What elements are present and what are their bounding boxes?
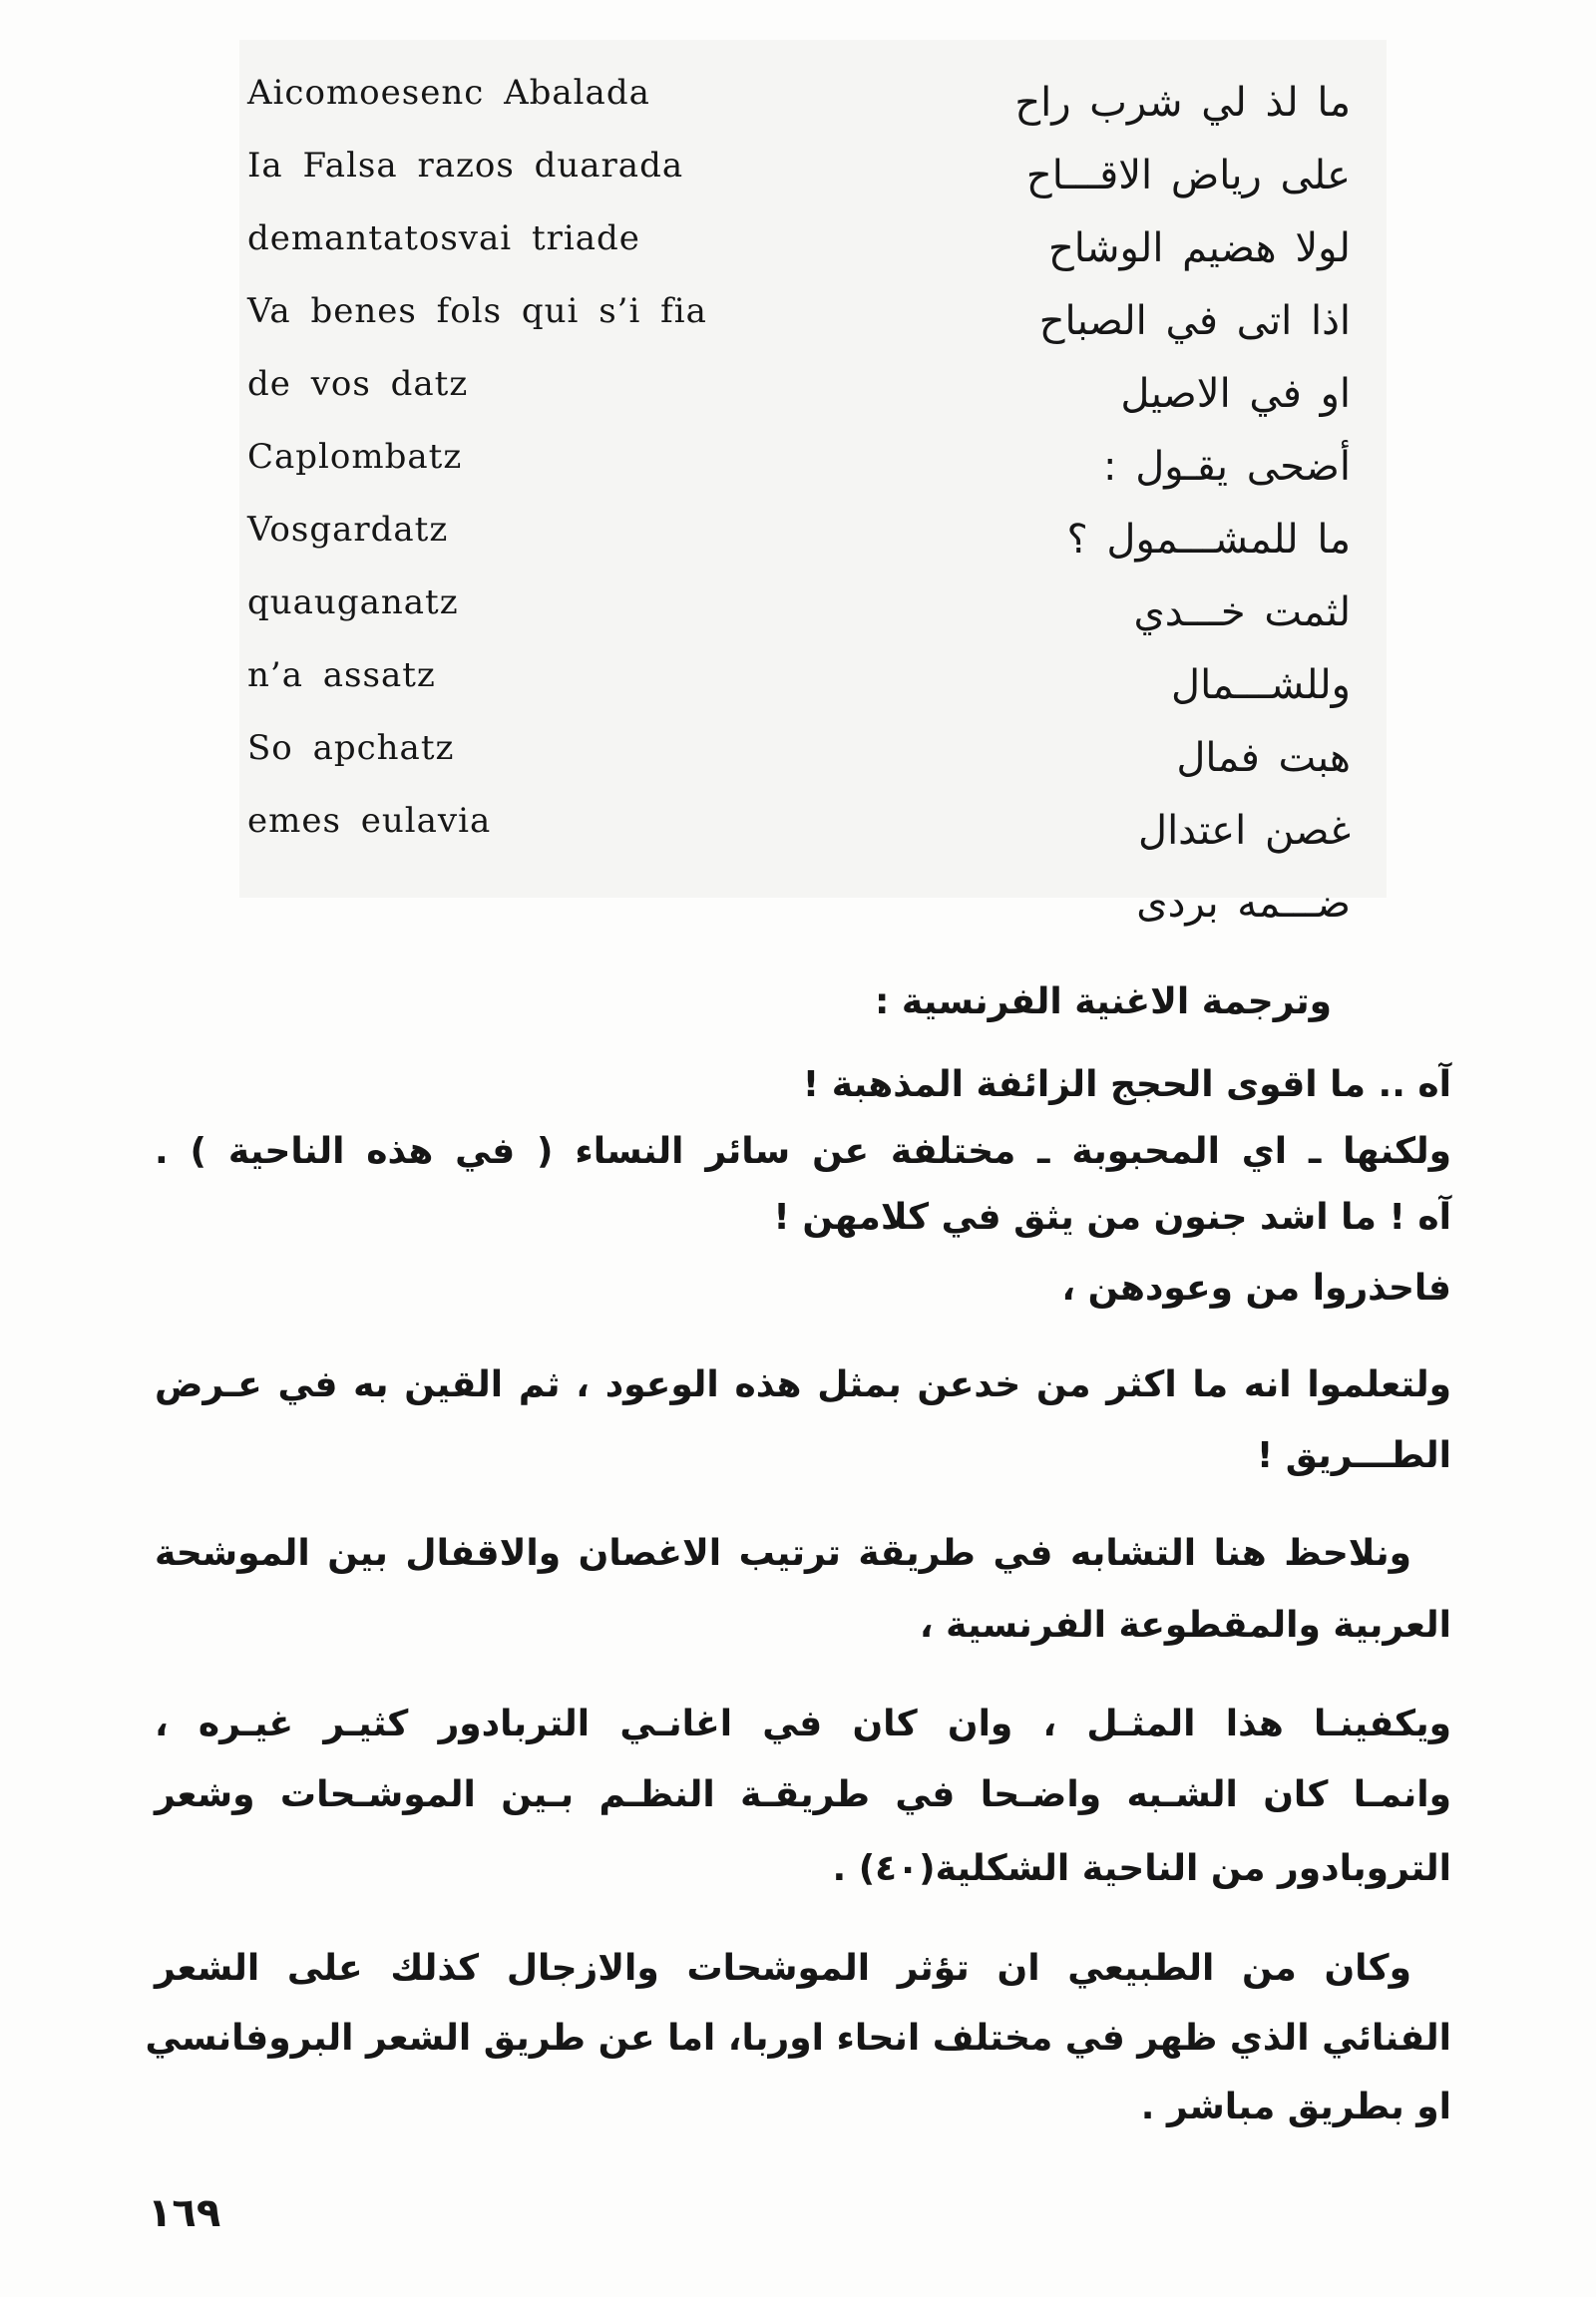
page-number: ١٦٩ — [148, 2190, 221, 2236]
arabic-poem-line: اذا اتى في الصباح — [1038, 298, 1351, 344]
occitan-line: Vosgardatz — [247, 510, 449, 550]
paragraph-line: التروبادور من الناحية الشكلية(٤٠) . — [832, 1848, 1451, 1889]
occitan-line: Aicomoesenc Abalada — [247, 73, 650, 113]
arabic-poem-line: أضحى يقـول : — [1103, 444, 1351, 490]
translation-line: ولتعلموا انه ما اكثر من خدعن بمثل هذه الوعود ، ثم القين به في عـرض — [155, 1364, 1451, 1405]
occitan-line: quauganatz — [247, 582, 459, 622]
arabic-poem-line: وللشـــمال — [1171, 662, 1351, 708]
paragraph-line: العربية والمقطوعة الفرنسية ، — [919, 1605, 1451, 1646]
translation-line: الطـــريق ! — [1256, 1435, 1451, 1476]
occitan-line: Va benes fols qui s’i fia — [247, 291, 707, 331]
paragraph-line: ويكفينـا هذا المثـل ، وان كان في اغانـي التربادور كثيـر غيـره ، — [155, 1704, 1451, 1744]
arabic-poem-line: ما للمشـــمول ؟ — [1066, 517, 1351, 563]
paragraph-line: الفنائي الذي ظهر في مختلف انحاء اوربا، اما عن طريق الشعر البروفانسي — [145, 2018, 1451, 2059]
occitan-line: emes eulavia — [247, 801, 492, 841]
translation-heading: وترجمة الاغنية الفرنسية : — [875, 981, 1332, 1022]
translation-line: ولكنها ـ اي المحبوبة ـ مختلفة عن سائر النساء ( في هذه الناحية ) . — [155, 1131, 1451, 1172]
arabic-poem-line: على رياض الاقـــاح — [1025, 153, 1351, 198]
translation-line: آه ! ما اشد جنون من يثق في كلامهن ! — [773, 1197, 1451, 1238]
paragraph-line: ونلاحظ هنا التشابه في طريقة ترتيب الاغصان والاقفال بين الموشحة — [155, 1533, 1411, 1574]
occitan-line: Ia Falsa razos duarada — [247, 146, 684, 186]
arabic-poem-line: او في الاصيل — [1120, 371, 1351, 417]
arabic-poem-line: ما لذ لي شرب راح — [1014, 80, 1351, 126]
translation-line: فاحذروا من وعودهن ، — [1061, 1268, 1451, 1309]
translation-line: آه .. ما اقوى الحجج الزائفة المذهبة ! — [802, 1064, 1451, 1105]
occitan-line: So apchatz — [247, 728, 455, 768]
occitan-line: de vos datz — [247, 364, 469, 404]
paragraph-line: وانمـا كان الشـبه واضـحا في طريقـة النظـم بـين الموشـحات وشعر — [155, 1774, 1451, 1815]
occitan-line: Caplombatz — [247, 437, 463, 477]
arabic-poem-line: غصن اعتدال — [1138, 808, 1351, 854]
arabic-poem-line: ضـــمه بردى — [1136, 881, 1351, 927]
arabic-poem-line: هبت فمال — [1176, 735, 1351, 781]
paragraph-line: وكان من الطبيعي ان تؤثر الموشحات والازجال كذلك على الشعر — [155, 1948, 1411, 1989]
arabic-poem-line: لثمت خـــدي — [1133, 589, 1351, 635]
occitan-line: n’a assatz — [247, 655, 436, 695]
arabic-poem-line: لولا هضيم الوشاح — [1047, 225, 1351, 271]
paragraph-line: او بطريق مباشر . — [1140, 2087, 1451, 2127]
occitan-line: demantatosvai triade — [247, 218, 640, 258]
